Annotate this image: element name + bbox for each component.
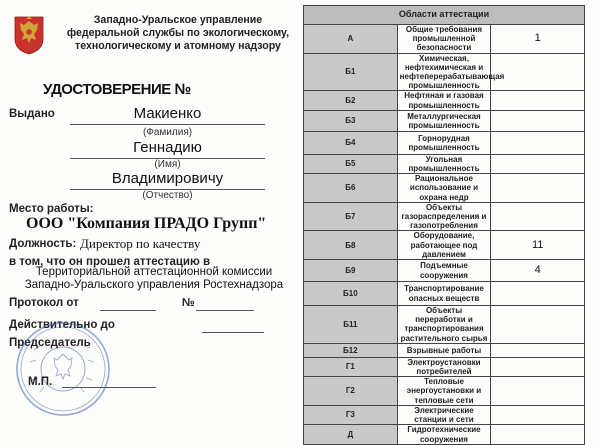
area-name: Транспортирование опасных веществ xyxy=(397,282,491,306)
area-name: Химическая, нефтехимическая и нефтеперерабатывающая промышленность xyxy=(397,53,491,91)
area-name: Оборудование, работающее под давлением xyxy=(397,231,491,260)
area-value: 4 xyxy=(491,260,585,282)
area-name: Металлургическая промышленность xyxy=(397,110,491,131)
coat-of-arms-icon xyxy=(12,13,46,55)
surname-value: Макиенко xyxy=(133,105,202,122)
area-code: Б11 xyxy=(304,306,398,344)
area-code: Д xyxy=(304,425,398,444)
table-row xyxy=(304,174,585,203)
area-code: Б9 xyxy=(304,260,398,282)
commission-line-1: Территориальной аттестационной комиссии xyxy=(35,266,273,278)
area-code: Б10 xyxy=(304,282,398,306)
area-name: Гидротехнические сооружения xyxy=(397,425,491,444)
area-name: Взрывные работы xyxy=(397,343,491,357)
area-code: Г2 xyxy=(304,377,398,406)
table-row xyxy=(304,377,585,406)
area-name: Электрические станции и сети xyxy=(397,405,491,424)
area-value xyxy=(491,53,585,91)
area-code: Б1 xyxy=(304,53,398,91)
commission-line-2: Западно-Уральского управления Ростехнадзора xyxy=(24,279,284,291)
area-code: Г3 xyxy=(304,405,398,424)
valid-until-label: Действительно до xyxy=(9,319,115,331)
area-code: Б2 xyxy=(304,91,398,110)
table-row xyxy=(304,53,585,91)
area-value xyxy=(491,174,585,203)
area-value xyxy=(491,282,585,306)
table-row xyxy=(304,131,585,154)
table-row xyxy=(304,202,585,231)
protocol-number-line xyxy=(196,310,254,311)
table-row xyxy=(304,110,585,131)
area-code: Г1 xyxy=(304,357,398,376)
patronymic-caption: (Отчество) xyxy=(142,190,193,201)
area-value: 11 xyxy=(491,231,585,260)
table-row xyxy=(304,405,585,424)
table-row xyxy=(304,282,585,306)
table-row xyxy=(304,343,585,357)
area-value xyxy=(491,131,585,154)
area-name: Объекты переработки и транспортирования растительного сырья xyxy=(397,306,491,344)
area-name: Нефтяная и газовая промышленность xyxy=(397,91,491,110)
area-name: Тепловые энергоустановки и тепловые сети xyxy=(397,377,491,406)
area-value xyxy=(491,377,585,406)
attestation-areas-table xyxy=(303,5,585,445)
area-code: Б12 xyxy=(304,343,398,357)
area-value xyxy=(491,91,585,110)
issued-label: Выдано xyxy=(9,108,55,120)
certificate-left-page xyxy=(0,0,300,422)
area-name: Горнорудная промышленность xyxy=(397,131,491,154)
area-value xyxy=(491,110,585,131)
area-code: Б4 xyxy=(304,131,398,154)
table-row xyxy=(304,25,585,54)
surname-underline xyxy=(70,124,265,125)
area-code: Б7 xyxy=(304,202,398,231)
area-value xyxy=(491,405,585,424)
area-code: Б6 xyxy=(304,174,398,203)
chairman-label: Председатель xyxy=(9,337,91,349)
table-header-row xyxy=(304,6,585,25)
table-row xyxy=(304,231,585,260)
area-value xyxy=(491,357,585,376)
area-value xyxy=(491,425,585,444)
area-name: Угольная промышленность xyxy=(397,154,491,173)
area-value xyxy=(491,202,585,231)
name-value: Геннадию xyxy=(133,139,202,156)
area-name: Рациональное использование и охрана недр xyxy=(397,174,491,203)
area-code: Б3 xyxy=(304,110,398,131)
certificate-title: УДОСТОВЕРЕНИЕ № xyxy=(43,81,191,98)
table-header: Области аттестации xyxy=(304,6,585,25)
valid-until-line xyxy=(202,332,264,333)
position-value: Директор по качеству xyxy=(80,236,201,251)
attestation-areas-panel xyxy=(303,5,585,445)
area-name: Объекты газораспределения и газопотребления xyxy=(397,202,491,231)
seal-label: М.П. xyxy=(28,376,53,388)
official-stamp-icon xyxy=(14,320,112,418)
area-code: А xyxy=(304,25,398,54)
area-code: Б5 xyxy=(304,154,398,173)
workplace-label: Место работы: xyxy=(9,203,94,215)
area-name: Электроустановки потребителей xyxy=(397,357,491,376)
seal-signature-line xyxy=(62,387,156,388)
area-name: Общие требования промышленной безопасности xyxy=(397,25,491,54)
attestation-label: в том, что он прошел аттестацию в xyxy=(9,256,211,268)
table-row xyxy=(304,154,585,173)
workplace-value: ООО "Компания ПРАДО Групп" xyxy=(26,215,267,232)
area-value: 1 xyxy=(491,25,585,54)
name-caption: (Имя) xyxy=(154,159,181,170)
patronymic-value: Владимировичу xyxy=(111,170,224,187)
table-row xyxy=(304,425,585,444)
protocol-label: Протокол от xyxy=(9,297,79,309)
area-value xyxy=(491,343,585,357)
org-name: Западно-Уральское управление федеральной службы по экологическому, технологическому и атомному надзору xyxy=(66,14,290,52)
surname-caption: (Фамилия) xyxy=(142,127,193,138)
table-row xyxy=(304,260,585,282)
area-name: Подъемные сооружения xyxy=(397,260,491,282)
area-code: Б8 xyxy=(304,231,398,260)
protocol-date-line xyxy=(100,310,156,311)
area-value xyxy=(491,154,585,173)
table-row xyxy=(304,91,585,110)
table-row xyxy=(304,357,585,376)
position-label: Должность: xyxy=(9,238,77,250)
area-value xyxy=(491,306,585,344)
table-row xyxy=(304,306,585,344)
protocol-number-label: № xyxy=(182,297,195,309)
